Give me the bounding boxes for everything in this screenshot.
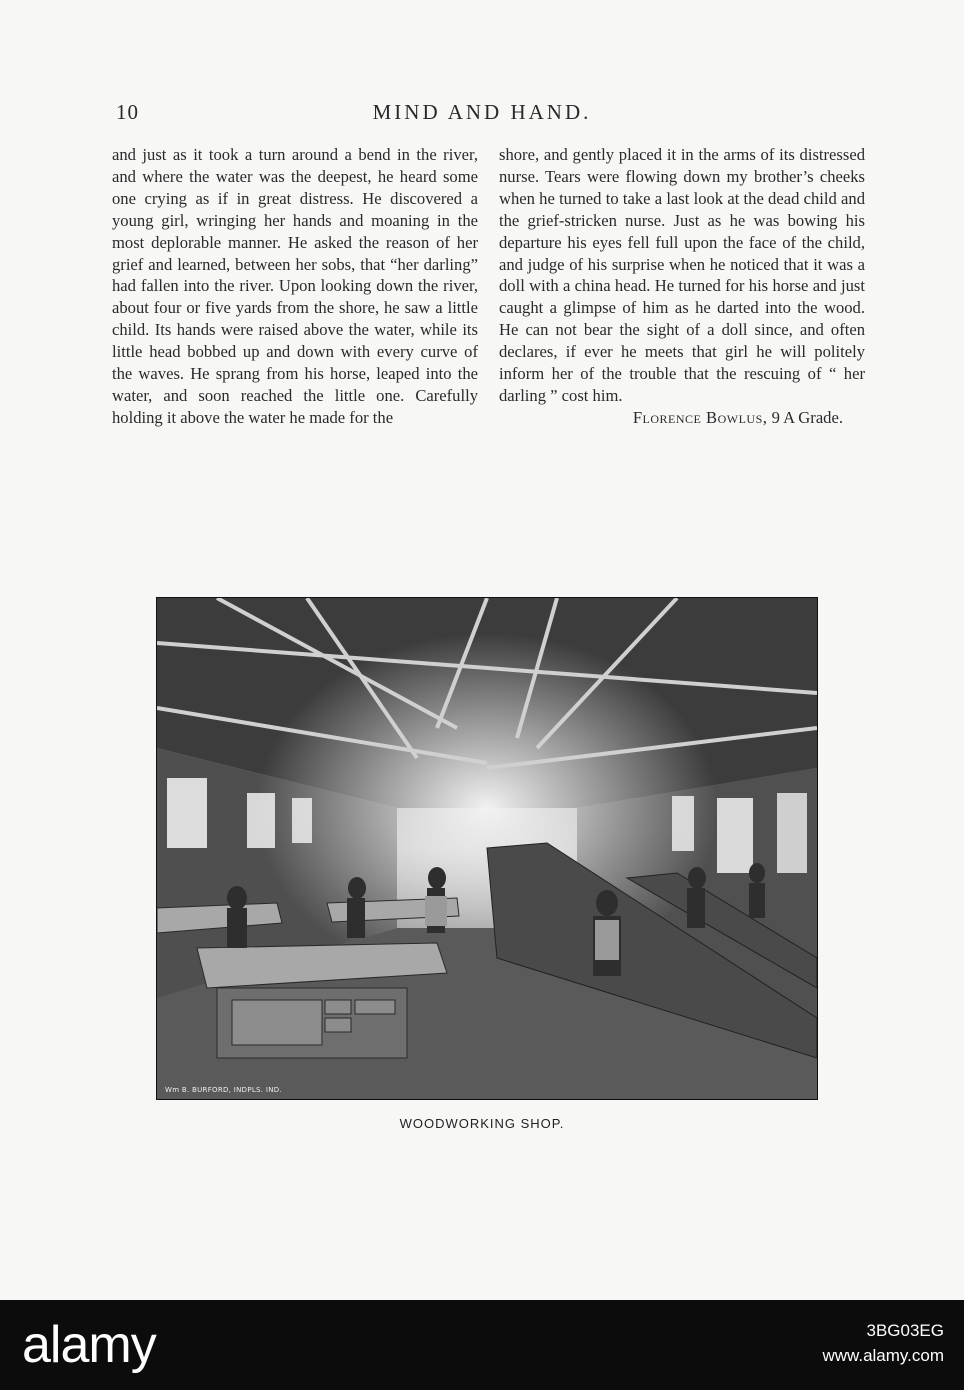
- left-column-text: and just as it took a turn around a bend in the river, and where the water was the deepest, he heard some one crying as if in great distress. He discovered a young girl, wringing her hands and moaning in the most deplorable manner. He asked the reason of her grief and learned, between her sobs, that “her darling” had fallen into the river. Upon looking down the river, about four or five yards from the shore, he saw a little child. Its hands were raised above the water, while its little head bobbed up and down with every curve of the waves. He sprang from his horse, leaped into the water, and soon reached the little one. Carefully holding it above the water he made for the: [112, 145, 478, 427]
- author-signature: [499, 407, 865, 429]
- page-number: 10: [116, 100, 139, 124]
- text-column-left: [112, 144, 478, 429]
- running-head: MIND AND HAND.: [372, 100, 592, 124]
- stock-image-id: 3BG03EG: [866, 1321, 944, 1340]
- text-column-right: [499, 144, 865, 429]
- photo-illustration: [157, 598, 817, 1099]
- stock-image-info: [822, 1318, 944, 1368]
- figure-caption: WOODWORKING SHOP.: [399, 1116, 565, 1131]
- author-name: Florence Bowlus,: [632, 407, 768, 427]
- page-header: [0, 100, 964, 130]
- right-column-text: shore, and gently placed it in the arms of its distressed nurse. Tears were flowing down my brother’s cheeks when he turned to take a last look at the dead child and the grief-stricken nurse. Just as he was bowing his departure his eyes fell full upon the face of the child, and judge of his surprise when he noticed that it was a doll with a china head. He turned for his horse and just caught a glimpse of him as he darted into the wood. He can not bear the sight of a doll since, and often declares, if ever he meets that girl he will politely inform her of the trouble that the rescuing of “ her darling ” cost him.: [499, 145, 865, 405]
- engraver-credit: Wm B. BURFORD, INDPLS. IND.: [165, 1086, 282, 1094]
- alamy-logo: alamy: [22, 1316, 156, 1374]
- author-grade: 9 A Grade.: [771, 407, 843, 427]
- woodworking-shop-photo: [156, 597, 818, 1100]
- stock-url: www.alamy.com: [822, 1346, 944, 1365]
